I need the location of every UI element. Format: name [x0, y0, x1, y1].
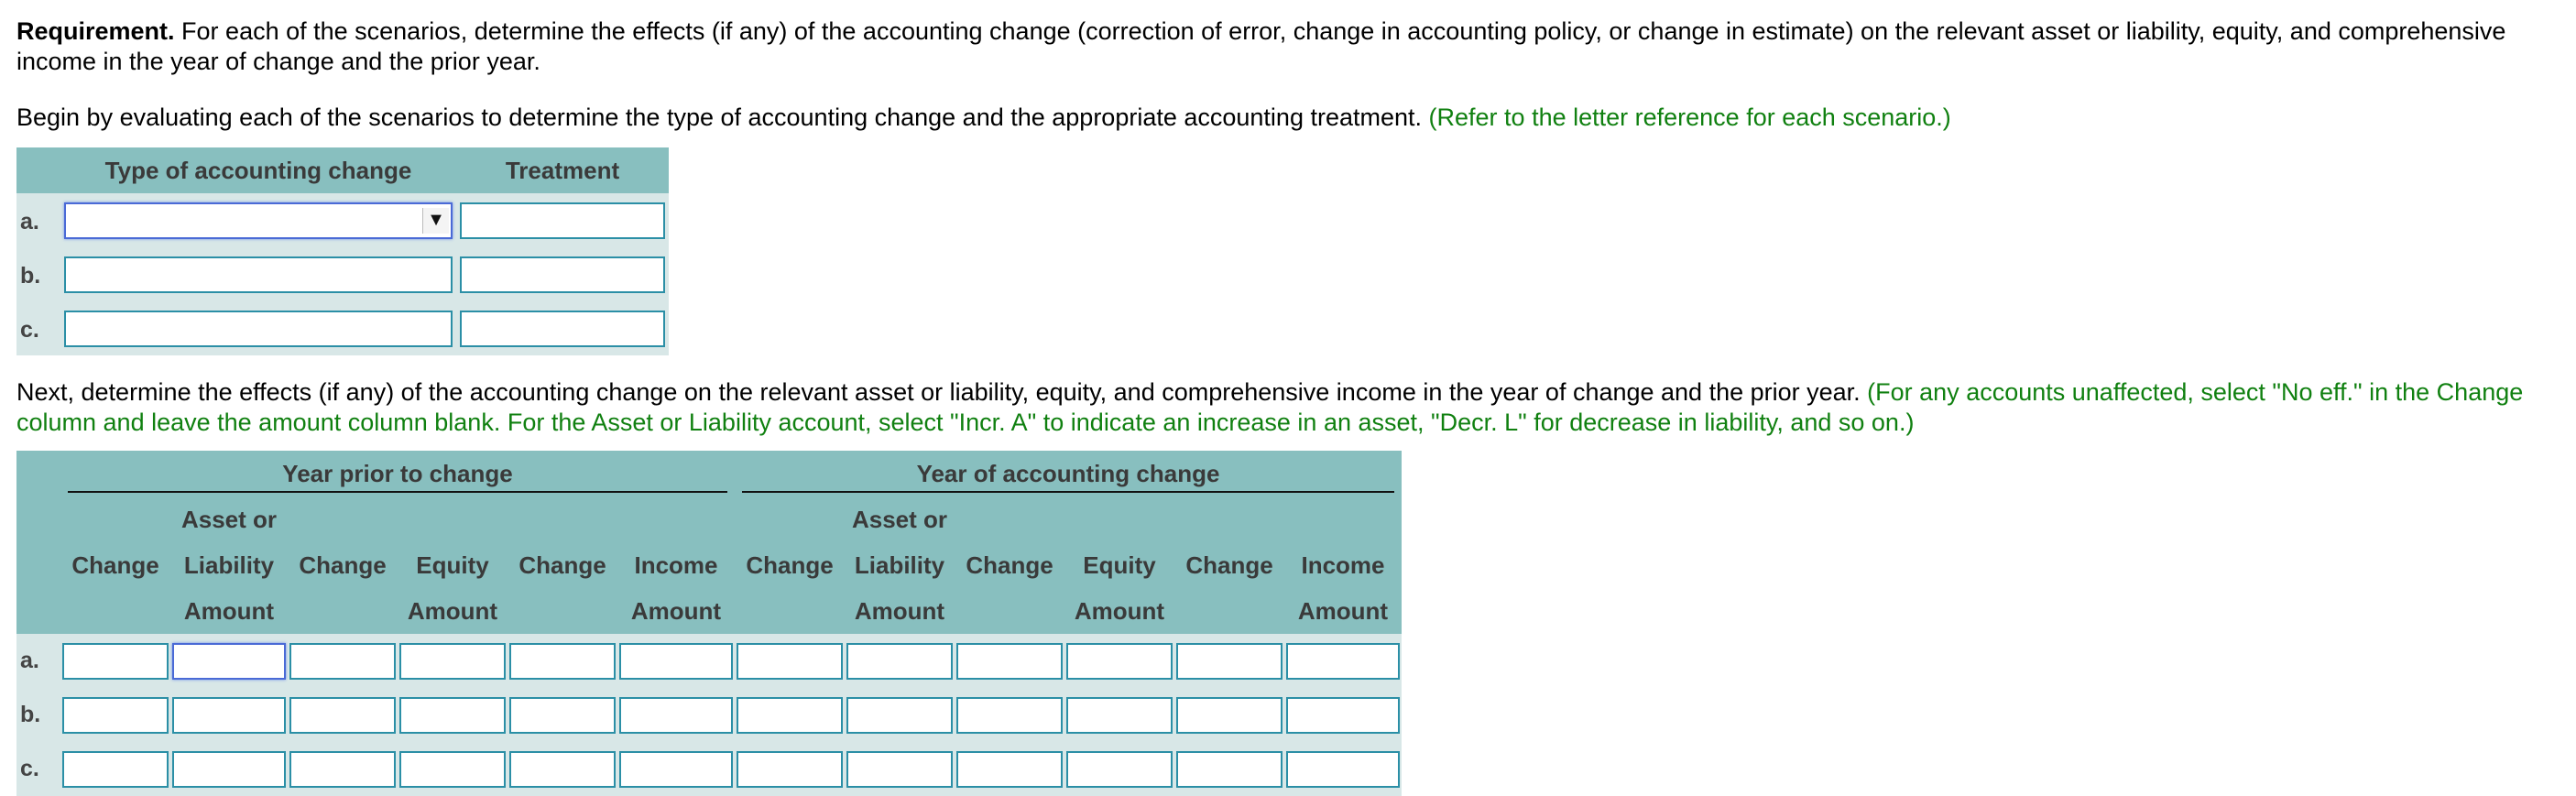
next-hint: (For any accounts unaffected, select "No eff." in the Change column and leave the amount column blank. For the Asset or Liability account, select "Incr. A" to indicate an increase in an asset, "Decr. L" for decrease in liability, and so on.) — [16, 378, 2524, 436]
header-type-of-change: Type of accounting change — [60, 147, 456, 193]
prior-change-asset-c[interactable] — [62, 751, 169, 788]
type-dropdown-b[interactable] — [64, 256, 453, 293]
prior-amount-equity-b[interactable] — [399, 697, 506, 734]
header-equity: Equity — [1064, 542, 1174, 588]
table-row — [16, 688, 1402, 742]
header-amount: Amount — [617, 588, 735, 634]
current-change-equity-c[interactable] — [956, 751, 1063, 788]
prior-amount-income-b[interactable] — [619, 697, 733, 734]
header-amount: Amount — [170, 588, 288, 634]
treatment-dropdown-c[interactable] — [460, 311, 665, 347]
type-dropdown-c[interactable] — [64, 311, 453, 347]
header-change: Change — [955, 542, 1064, 588]
current-change-asset-c[interactable] — [737, 751, 843, 788]
row-label: c. — [20, 756, 39, 781]
header-income: Income — [617, 542, 735, 588]
header-treatment: Treatment — [456, 147, 669, 193]
prior-change-asset-b[interactable] — [62, 697, 169, 734]
prior-change-equity-a[interactable] — [289, 643, 396, 680]
header-amount: Amount — [1284, 588, 1402, 634]
current-change-income-b[interactable] — [1176, 697, 1283, 734]
table-row — [16, 742, 1402, 796]
begin-hint: (Refer to the letter reference for each scenario.) — [1428, 104, 1951, 131]
type-dropdown-a[interactable] — [64, 202, 453, 239]
row-label: b. — [20, 263, 41, 289]
prior-amount-equity-a[interactable] — [399, 643, 506, 680]
header-asset-or: Asset or — [845, 496, 955, 542]
group-year-of-change: Year of accounting change — [735, 451, 1402, 496]
current-amount-income-b[interactable] — [1286, 697, 1400, 734]
header-amount: Amount — [398, 588, 508, 634]
group-year-prior: Year prior to change — [60, 451, 735, 496]
row-label: a. — [20, 648, 39, 673]
current-amount-equity-c[interactable] — [1066, 751, 1173, 788]
chevron-down-icon[interactable]: ▼ — [422, 208, 449, 234]
prior-change-asset-a[interactable] — [62, 643, 169, 680]
header-change: Change — [735, 542, 845, 588]
header-amount: Amount — [845, 588, 955, 634]
current-amount-asset-c[interactable] — [846, 751, 953, 788]
prior-change-income-a[interactable] — [509, 643, 616, 680]
header-income: Income — [1284, 542, 1402, 588]
header-change: Change — [288, 542, 398, 588]
current-amount-income-a[interactable] — [1286, 643, 1400, 680]
current-change-equity-b[interactable] — [956, 697, 1063, 734]
current-change-income-c[interactable] — [1176, 751, 1283, 788]
requirement-text: For each of the scenarios, determine the effects (if any) of the accounting change (correction of error, change in accounting policy, or change in estimate) on the relevant asset or liability, equity, and comprehensive income in the year of change and the prior year. — [16, 17, 2506, 75]
prior-change-equity-b[interactable] — [289, 697, 396, 734]
row-label: b. — [20, 702, 41, 727]
next-paragraph — [16, 377, 2560, 438]
prior-amount-asset-c[interactable] — [172, 751, 286, 788]
effects-table — [16, 451, 1402, 796]
prior-change-income-b[interactable] — [509, 697, 616, 734]
prior-change-equity-c[interactable] — [289, 751, 396, 788]
prior-amount-equity-c[interactable] — [399, 751, 506, 788]
header-asset-or: Asset or — [170, 496, 288, 542]
row-label: c. — [20, 317, 39, 343]
treatment-dropdown-b[interactable] — [460, 256, 665, 293]
header-change: Change — [60, 542, 170, 588]
table-row — [16, 193, 669, 247]
begin-text: Begin by evaluating each of the scenarios to determine the type of accounting change and the appropriate accounting treatment. — [16, 104, 1429, 131]
current-amount-equity-a[interactable] — [1066, 643, 1173, 680]
header-liability: Liability — [170, 542, 288, 588]
table-row — [16, 247, 669, 301]
header-equity: Equity — [398, 542, 508, 588]
prior-amount-asset-a[interactable] — [172, 643, 286, 680]
treatment-dropdown-a[interactable] — [460, 202, 665, 239]
table-row — [16, 301, 669, 355]
prior-change-income-c[interactable] — [509, 751, 616, 788]
requirement-label: Requirement. — [16, 17, 175, 45]
prior-amount-income-a[interactable] — [619, 643, 733, 680]
header-change: Change — [1174, 542, 1284, 588]
begin-paragraph — [16, 103, 2560, 133]
current-change-equity-a[interactable] — [956, 643, 1063, 680]
current-amount-asset-b[interactable] — [846, 697, 953, 734]
current-change-income-a[interactable] — [1176, 643, 1283, 680]
header-amount: Amount — [1064, 588, 1174, 634]
current-change-asset-a[interactable] — [737, 643, 843, 680]
current-change-asset-b[interactable] — [737, 697, 843, 734]
prior-amount-income-c[interactable] — [619, 751, 733, 788]
requirement-paragraph — [16, 16, 2560, 77]
current-amount-asset-a[interactable] — [846, 643, 953, 680]
current-amount-equity-b[interactable] — [1066, 697, 1173, 734]
row-label: a. — [20, 209, 39, 234]
next-text: Next, determine the effects (if any) of the accounting change on the relevant asset or liability, equity, and comprehensive income in the year of change and the prior year. — [16, 378, 1868, 406]
table-row — [16, 634, 1402, 688]
prior-amount-asset-b[interactable] — [172, 697, 286, 734]
header-liability: Liability — [845, 542, 955, 588]
accounting-change-type-table — [16, 147, 669, 355]
current-amount-income-c[interactable] — [1286, 751, 1400, 788]
header-change: Change — [508, 542, 617, 588]
